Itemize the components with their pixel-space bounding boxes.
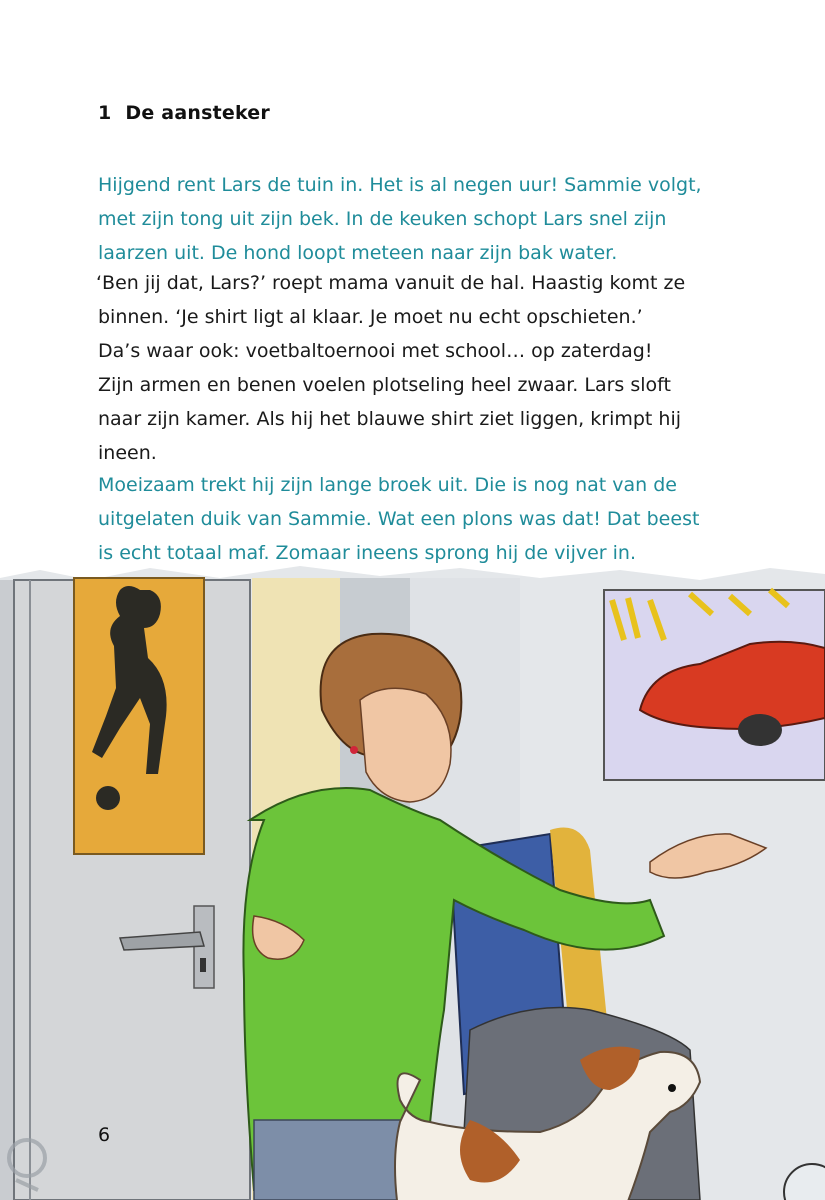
text-line: uitgelaten duik van Sammie. Wat een plons was dat! Dat beest: [98, 508, 700, 530]
boy-jeans: [254, 1120, 402, 1200]
paragraph-1: [98, 168, 798, 270]
chapter-number: 1: [98, 102, 112, 124]
football: [96, 786, 120, 810]
text-line: ‘Ben jij dat, Lars?’ roept mama vanuit de hal. Haastig komt ze: [96, 272, 686, 294]
text-line: Hijgend rent Lars de tuin in. Het is al negen uur! Sammie volgt,: [98, 174, 702, 196]
text-line: laarzen uit. De hond loopt meteen naar zijn bak water.: [98, 242, 618, 264]
text-line: met zijn tong uit zijn bek. In de keuken schopt Lars snel zijn: [98, 208, 667, 230]
page-number: 6: [98, 1124, 111, 1146]
dog-eye: [668, 1084, 676, 1092]
boy-face: [360, 688, 451, 802]
text-line: Zijn armen en benen voelen plotseling heel zwaar. Lars sloft: [98, 374, 671, 396]
paragraph-3: [98, 468, 798, 570]
watermark-logo: [2, 1130, 52, 1194]
text-line: is echt totaal maf. Zomaar ineens sprong hij de vijver in.: [98, 542, 637, 564]
illustration-boy-in-bedroom: [0, 560, 825, 1200]
chapter-heading: [98, 102, 270, 124]
text-line: naar zijn kamer. Als hij het blauwe shirt ziet liggen, krimpt hij: [98, 408, 682, 430]
text-line: ineen.: [98, 442, 157, 464]
text-line: Moeizaam trekt hij zijn lange broek uit. Die is nog nat van de: [98, 474, 677, 496]
boy-earring: [350, 746, 358, 754]
text-line: binnen. ‘Je shirt ligt al klaar. Je moet nu echt opschieten.’: [98, 306, 643, 328]
paragraph-2: [98, 266, 798, 470]
chapter-title: De aansteker: [125, 102, 270, 124]
text-line: Da’s waar ook: voetbaltoernooi met school… op zaterdag!: [98, 340, 653, 362]
